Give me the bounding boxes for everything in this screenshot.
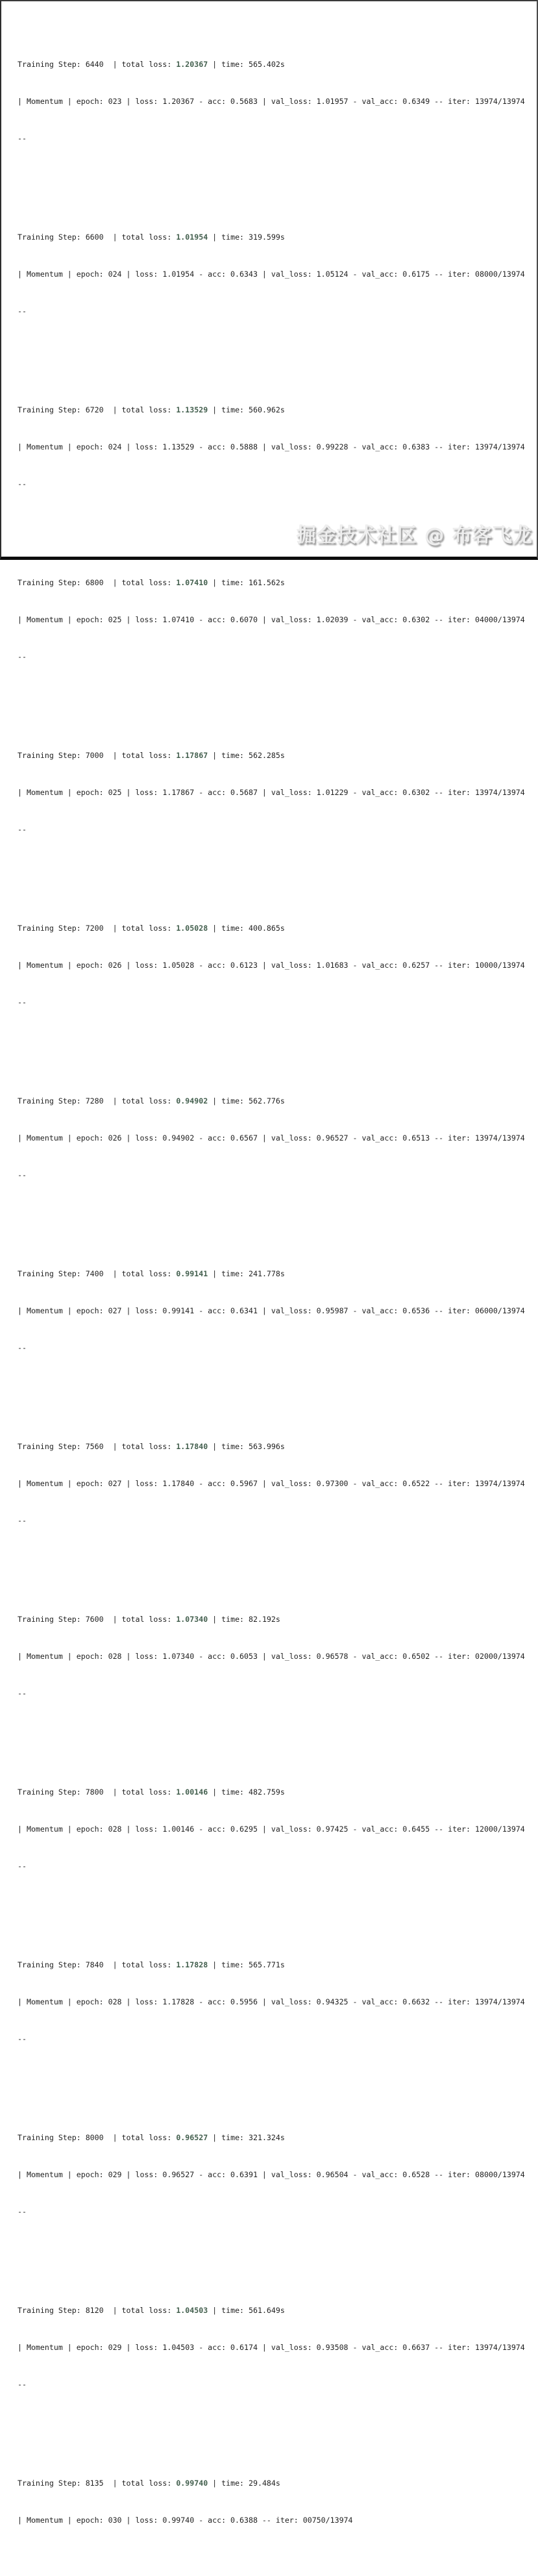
total-loss-label: | total loss: xyxy=(103,2306,177,2315)
step-value: 7280 xyxy=(85,1096,104,1105)
log-line-separator: -- xyxy=(18,134,27,143)
step-value: 6440 xyxy=(85,60,104,69)
log-line-detail: | Momentum | epoch: 024 | loss: 1.01954 - acc: 0.6343 | val_loss: 1.05124 - val_acc: 0.6175 -- iter: 08000/13974 xyxy=(18,270,525,279)
log-line-summary xyxy=(18,1095,532,1107)
step-label: Training Step: xyxy=(18,1615,86,1624)
total-loss-label: | total loss: xyxy=(103,2133,177,2142)
total-loss-value: 1.04503 xyxy=(176,2306,208,2315)
step-value: 7000 xyxy=(85,751,104,760)
log-line-separator: -- xyxy=(18,307,27,316)
log-line-separator: -- xyxy=(18,1170,27,1180)
step-value: 7560 xyxy=(85,1442,104,1451)
log-entry xyxy=(18,379,532,515)
total-loss-value: 1.17867 xyxy=(176,751,208,760)
time-label: | time: xyxy=(208,1787,249,1797)
total-loss-label: | total loss: xyxy=(103,405,177,414)
step-label: Training Step: xyxy=(18,2133,86,2142)
total-loss-label: | total loss: xyxy=(103,233,177,242)
step-value: 7840 xyxy=(85,1960,104,1969)
time-value: 563.996s xyxy=(249,1442,285,1451)
step-label: Training Step: xyxy=(18,1787,86,1797)
log-line-detail: | Momentum | epoch: 026 | loss: 0.94902 - acc: 0.6567 | val_loss: 0.96527 - val_acc: 0.6513 -- iter: 13974/13974 xyxy=(18,1133,525,1143)
log-line-separator: -- xyxy=(18,825,27,834)
step-label: Training Step: xyxy=(18,1960,86,1969)
total-loss-label: | total loss: xyxy=(103,1096,177,1105)
step-label: Training Step: xyxy=(18,1442,86,1451)
total-loss-value: 1.13529 xyxy=(176,405,208,414)
total-loss-value: 1.17828 xyxy=(176,1960,208,1969)
watermark: 掘金技术社区 @ 布客飞龙 xyxy=(297,524,533,547)
time-label: | time: xyxy=(208,924,249,933)
step-label: Training Step: xyxy=(18,751,86,760)
log-entry xyxy=(18,2107,532,2243)
total-loss-label: | total loss: xyxy=(103,751,177,760)
step-value: 8120 xyxy=(85,2306,104,2315)
log-entry xyxy=(18,725,532,861)
total-loss-value: 0.99740 xyxy=(176,2479,208,2488)
log-entry xyxy=(18,34,532,170)
total-loss-value: 0.94902 xyxy=(176,1096,208,1105)
total-loss-label: | total loss: xyxy=(103,924,177,933)
log-line-separator: -- xyxy=(18,2034,27,2043)
time-value: 319.599s xyxy=(249,233,285,242)
time-value: 321.324s xyxy=(249,2133,285,2142)
log-line-summary xyxy=(18,1441,532,1453)
time-value: 161.562s xyxy=(249,578,285,587)
log-line-summary xyxy=(18,2305,532,2317)
time-label: | time: xyxy=(208,405,249,414)
total-loss-label: | total loss: xyxy=(103,1269,177,1278)
total-loss-label: | total loss: xyxy=(103,2479,177,2488)
time-value: 29.484s xyxy=(249,2479,280,2488)
step-label: Training Step: xyxy=(18,1096,86,1105)
log-line-separator: -- xyxy=(18,1862,27,1871)
time-value: 562.285s xyxy=(249,751,285,760)
log-line-summary xyxy=(18,404,532,416)
log-line-summary xyxy=(18,750,532,762)
step-label: Training Step: xyxy=(18,1269,86,1278)
step-value: 7200 xyxy=(85,924,104,933)
log-line-summary xyxy=(18,1786,532,1799)
step-value: 7400 xyxy=(85,1269,104,1278)
log-line-detail: | Momentum | epoch: 025 | loss: 1.17867 - acc: 0.5687 | val_loss: 1.01229 - val_acc: 0.6302 -- iter: 13974/13974 xyxy=(18,788,525,797)
log-entry xyxy=(18,2453,532,2564)
time-label: | time: xyxy=(208,1269,249,1278)
step-label: Training Step: xyxy=(18,924,86,933)
total-loss-value: 0.96527 xyxy=(176,2133,208,2142)
time-value: 82.192s xyxy=(249,1615,280,1624)
total-loss-value: 0.99141 xyxy=(176,1269,208,1278)
log-line-detail: | Momentum | epoch: 026 | loss: 1.05028 - acc: 0.6123 | val_loss: 1.01683 - val_acc: 0.6257 -- iter: 10000/13974 xyxy=(18,961,525,970)
log-line-summary xyxy=(18,1613,532,1626)
step-label: Training Step: xyxy=(18,60,86,69)
total-loss-label: | total loss: xyxy=(103,1615,177,1624)
total-loss-value: 1.01954 xyxy=(176,233,208,242)
total-loss-value: 1.07340 xyxy=(176,1615,208,1624)
log-line-detail: | Momentum | epoch: 030 | loss: 0.99740 - acc: 0.6388 -- iter: 00750/13974 xyxy=(18,2516,353,2525)
time-value: 562.776s xyxy=(249,1096,285,1105)
step-value: 7800 xyxy=(85,1787,104,1797)
time-label: | time: xyxy=(208,578,249,587)
log-line-separator: -- xyxy=(18,652,27,661)
log-line-summary xyxy=(18,58,532,71)
time-value: 565.771s xyxy=(249,1960,285,1969)
total-loss-label: | total loss: xyxy=(103,578,177,587)
total-loss-label: | total loss: xyxy=(103,60,177,69)
log-entry xyxy=(18,1243,532,1379)
step-value: 8000 xyxy=(85,2133,104,2142)
time-label: | time: xyxy=(208,751,249,760)
log-line-separator: -- xyxy=(18,2380,27,2389)
log-line-separator: -- xyxy=(18,998,27,1007)
time-label: | time: xyxy=(208,233,249,242)
log-line-detail: | Momentum | epoch: 024 | loss: 1.13529 - acc: 0.5888 | val_loss: 0.99228 - val_acc: 0.6383 -- iter: 13974/13974 xyxy=(18,442,525,451)
time-label: | time: xyxy=(208,1615,249,1624)
log-line-detail: | Momentum | epoch: 027 | loss: 1.17840 - acc: 0.5967 | val_loss: 0.97300 - val_acc: 0.6522 -- iter: 13974/13974 xyxy=(18,1479,525,1488)
log-line-detail: | Momentum | epoch: 028 | loss: 1.00146 - acc: 0.6295 | val_loss: 0.97425 - val_acc: 0.6455 -- iter: 12000/13974 xyxy=(18,1825,525,1834)
step-value: 6600 xyxy=(85,233,104,242)
total-loss-label: | total loss: xyxy=(103,1960,177,1969)
total-loss-value: 1.07410 xyxy=(176,578,208,587)
step-label: Training Step: xyxy=(18,405,86,414)
time-label: | time: xyxy=(208,1096,249,1105)
time-label: | time: xyxy=(208,1442,249,1451)
log-entry xyxy=(18,1589,532,1724)
time-value: 241.778s xyxy=(249,1269,285,1278)
log-line-detail: | Momentum | epoch: 028 | loss: 1.07340 - acc: 0.6053 | val_loss: 0.96578 - val_acc: 0.6502 -- iter: 02000/13974 xyxy=(18,1652,525,1661)
total-loss-value: 1.17840 xyxy=(176,1442,208,1451)
step-label: Training Step: xyxy=(18,2479,86,2488)
log-line-summary xyxy=(18,231,532,244)
log-line-separator: -- xyxy=(18,479,27,488)
log-line-detail: | Momentum | epoch: 025 | loss: 1.07410 - acc: 0.6070 | val_loss: 1.02039 - val_acc: 0.6302 -- iter: 04000/13974 xyxy=(18,615,525,624)
time-label: | time: xyxy=(208,60,249,69)
log-line-detail: | Momentum | epoch: 023 | loss: 1.20367 - acc: 0.5683 | val_loss: 1.01957 - val_acc: 0.6349 -- iter: 13974/13974 xyxy=(18,97,525,106)
log-line-separator: -- xyxy=(18,2207,27,2216)
log-entry xyxy=(18,2280,532,2416)
log-line-separator: -- xyxy=(18,1516,27,1525)
log-line-summary xyxy=(18,2477,532,2490)
log-line-detail: | Momentum | epoch: 029 | loss: 1.04503 - acc: 0.6174 | val_loss: 0.93508 - val_acc: 0.6637 -- iter: 13974/13974 xyxy=(18,2343,525,2352)
step-value: 8135 xyxy=(85,2479,104,2488)
time-label: | time: xyxy=(208,1960,249,1969)
total-loss-value: 1.20367 xyxy=(176,60,208,69)
log-entry xyxy=(18,207,532,342)
log-line-summary xyxy=(18,1959,532,1971)
time-value: 561.649s xyxy=(249,2306,285,2315)
time-value: 565.402s xyxy=(249,60,285,69)
log-entry xyxy=(18,552,532,688)
log-line-summary xyxy=(18,1268,532,1280)
time-value: 482.759s xyxy=(249,1787,285,1797)
step-label: Training Step: xyxy=(18,2306,86,2315)
log-line-separator: -- xyxy=(18,1689,27,1698)
log-line-summary xyxy=(18,2132,532,2144)
log-line-detail: | Momentum | epoch: 027 | loss: 0.99141 - acc: 0.6341 | val_loss: 0.95987 - val_acc: 0.6536 -- iter: 06000/13974 xyxy=(18,1306,525,1315)
log-entry xyxy=(18,898,532,1033)
log-line-detail: | Momentum | epoch: 028 | loss: 1.17828 - acc: 0.5956 | val_loss: 0.94325 - val_acc: 0.6632 -- iter: 13974/13974 xyxy=(18,1997,525,2006)
time-value: 560.962s xyxy=(249,405,285,414)
time-label: | time: xyxy=(208,2306,249,2315)
time-label: | time: xyxy=(208,2479,249,2488)
log-entry xyxy=(18,1762,532,1897)
step-value: 6720 xyxy=(85,405,104,414)
total-loss-value: 1.05028 xyxy=(176,924,208,933)
log-line-detail: | Momentum | epoch: 029 | loss: 0.96527 - acc: 0.6391 | val_loss: 0.96504 - val_acc: 0.6528 -- iter: 08000/13974 xyxy=(18,2170,525,2179)
log-line-summary xyxy=(18,577,532,589)
time-value: 400.865s xyxy=(249,924,285,933)
log-entry xyxy=(18,1934,532,2070)
step-label: Training Step: xyxy=(18,578,86,587)
step-value: 7600 xyxy=(85,1615,104,1624)
log-line-summary xyxy=(18,922,532,935)
log-output xyxy=(18,9,532,2576)
log-entry xyxy=(18,1070,532,1206)
log-line-separator: -- xyxy=(18,1343,27,1352)
total-loss-label: | total loss: xyxy=(103,1442,177,1451)
step-label: Training Step: xyxy=(18,233,86,242)
log-entry xyxy=(18,1416,532,1552)
total-loss-label: | total loss: xyxy=(103,1787,177,1797)
time-label: | time: xyxy=(208,2133,249,2142)
step-value: 6800 xyxy=(85,578,104,587)
total-loss-value: 1.00146 xyxy=(176,1787,208,1797)
